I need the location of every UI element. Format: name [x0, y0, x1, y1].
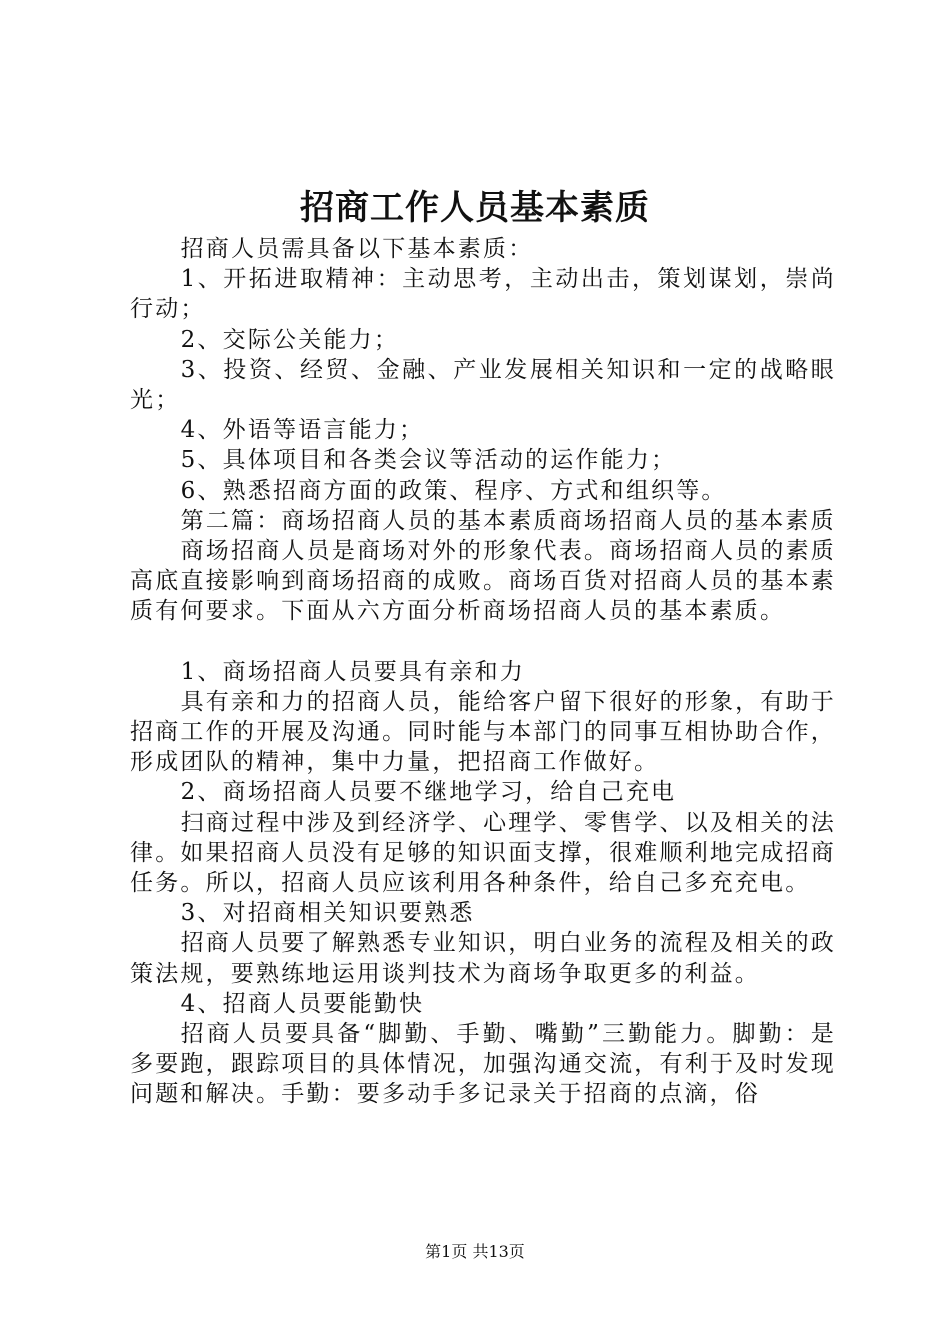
section-heading: 第二篇：商场招商人员的基本素质商场招商人员的基本素质 [180, 507, 836, 534]
subheading: 2、商场招商人员要不继地学习，给自己充电 [180, 779, 677, 806]
subheading: 4、招商人员要能勤快 [180, 990, 425, 1017]
document-title: 招商工作人员基本素质 [300, 188, 650, 228]
subheading: 1、商场招商人员要具有亲和力 [180, 658, 526, 685]
paragraph: 4、外语等语言能力； [180, 417, 425, 444]
paragraph: 扫商过程中涉及到经济学、心理学、零售学、以及相关的法律。如果招商人员没有足够的知识面支撑，很难顺利地完成招商任务。所以，招商人员应该利用各种条件，给自己多充充电。 [130, 809, 836, 897]
page-number: 第1页 共13页 [425, 1242, 525, 1261]
paragraph: 2、交际公关能力； [180, 326, 400, 353]
paragraph: 5、具体项目和各类会议等活动的运作能力； [180, 447, 677, 474]
paragraph: 3、投资、经贸、金融、产业发展相关知识和一定的战略眼光； [130, 356, 836, 414]
paragraph: 招商人员需具备以下基本素质： [180, 236, 534, 262]
paragraph: 6、熟悉招商方面的政策、程序、方式和组织等。 [180, 477, 727, 504]
paragraph: 1、开拓进取精神：主动思考，主动出击，策划谋划，崇尚行动； [130, 266, 836, 323]
paragraph: 招商人员要具备“脚勤、手勤、嘴勤”三勤能力。脚勤：是多要跑，跟踪项目的具体情况，加强沟通交流，有利于及时发现问题和解决。手勤：要多动手多记录关于招商的点滴，俗 [130, 1021, 836, 1108]
paragraph: 具有亲和力的招商人员，能给客户留下很好的形象，有助于招商工作的开展及沟通。同时能与本部门的同事互相协助合作，形成团队的精神，集中力量，把招商工作做好。 [130, 688, 836, 776]
paragraph: 招商人员要了解熟悉专业知识，明白业务的流程及相关的政策法规，要熟练地运用谈判技术为商场争取更多的利益。 [130, 930, 836, 987]
document-body [130, 234, 836, 1110]
subheading: 3、对招商相关知识要熟悉 [180, 900, 475, 927]
paragraph: 商场招商人员是商场对外的形象代表。商场招商人员的素质高底直接影响到商场招商的成败。商场百货对招商人员的基本素质有何要求。下面从六方面分析商场招商人员的基本素质。 [130, 538, 836, 625]
